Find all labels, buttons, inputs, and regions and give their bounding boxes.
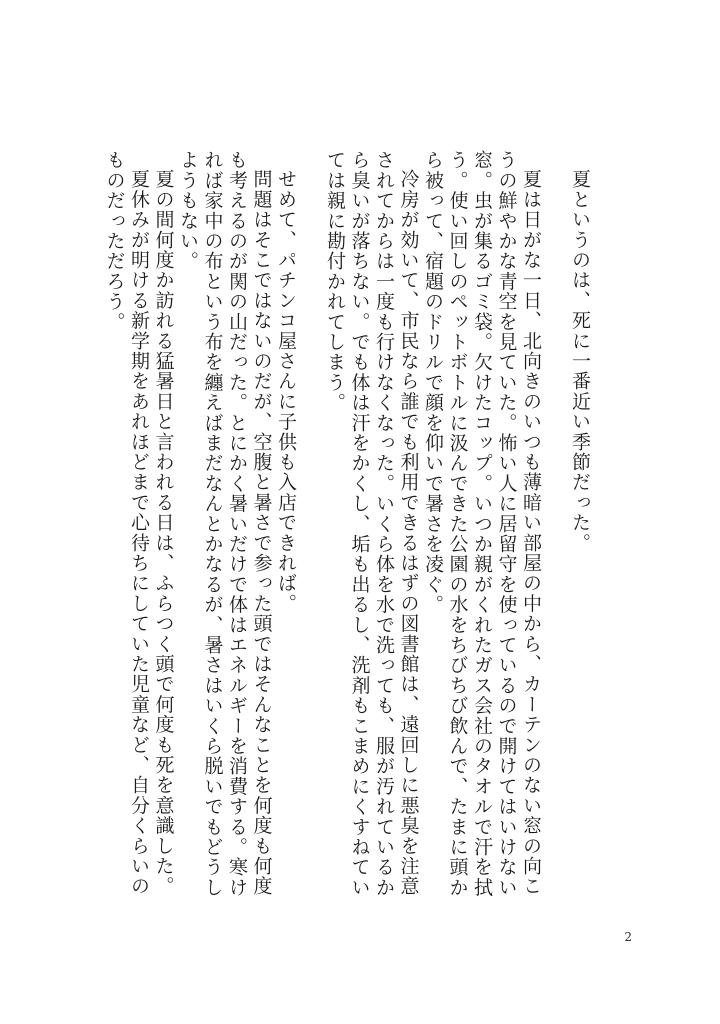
paragraph: 夏というのは、死に一番近い季節だった。: [569, 169, 591, 553]
paragraph: 夏休みが明ける新学期をあれほどまで心待ちにしていた児童など、自分くらいのものだっただろう。: [103, 150, 150, 897]
paragraph: 問題はそこではないのだが、空腹と暑さで参った頭ではそんなことを何度も何度も考えるのが関の山だった。とにかく暑いだけで体はエネルギーを消費する。寒ければ家中の布という布を纏えばまだなんとかなるが、暑さはいくら脱いでもどうしようもない。: [177, 150, 273, 898]
page-number: 2: [624, 930, 632, 944]
blank-line: [298, 150, 323, 910]
paragraph: 夏の間何度か訪れる猛暑日と言われる日は、ふらつく頭で何度も死を意識した。: [152, 169, 175, 897]
paragraph: 夏は日がな一日、北向きのいつも薄暗い部屋の中から、カーテンのない窓の向こうの鮮やかな青空を見ていた。怖い人に居留守を使っているので開けてはいけない窓。虫が集るゴミ袋。欠けたコップ。いつか親がくれたガス会社のタオルで汗を拭う。使い回しのペットボトルに汲んできた公園の水をちびちび飲んで、たまに頭から被って、宿題のドリルで顔を仰いで暑さを凌ぐ。: [422, 150, 542, 898]
blank-line: [543, 150, 568, 910]
paragraph: 冷房が効いて、市民なら誰でも利用できるはずの図書館は、遠回しに悪臭を注意されてからは一度も行けなくなった。いくら体を水で洗っても、服が汚れているから臭いが落ちない。でも体は汗をかくし、垢も出るし、洗剤もこまめにくすねていては親に勘付かれてしまう。: [324, 150, 420, 898]
vertical-text-body: [102, 150, 592, 910]
paragraph: せめて、パチンコ屋さんに子供も入店できれば。: [275, 169, 297, 614]
